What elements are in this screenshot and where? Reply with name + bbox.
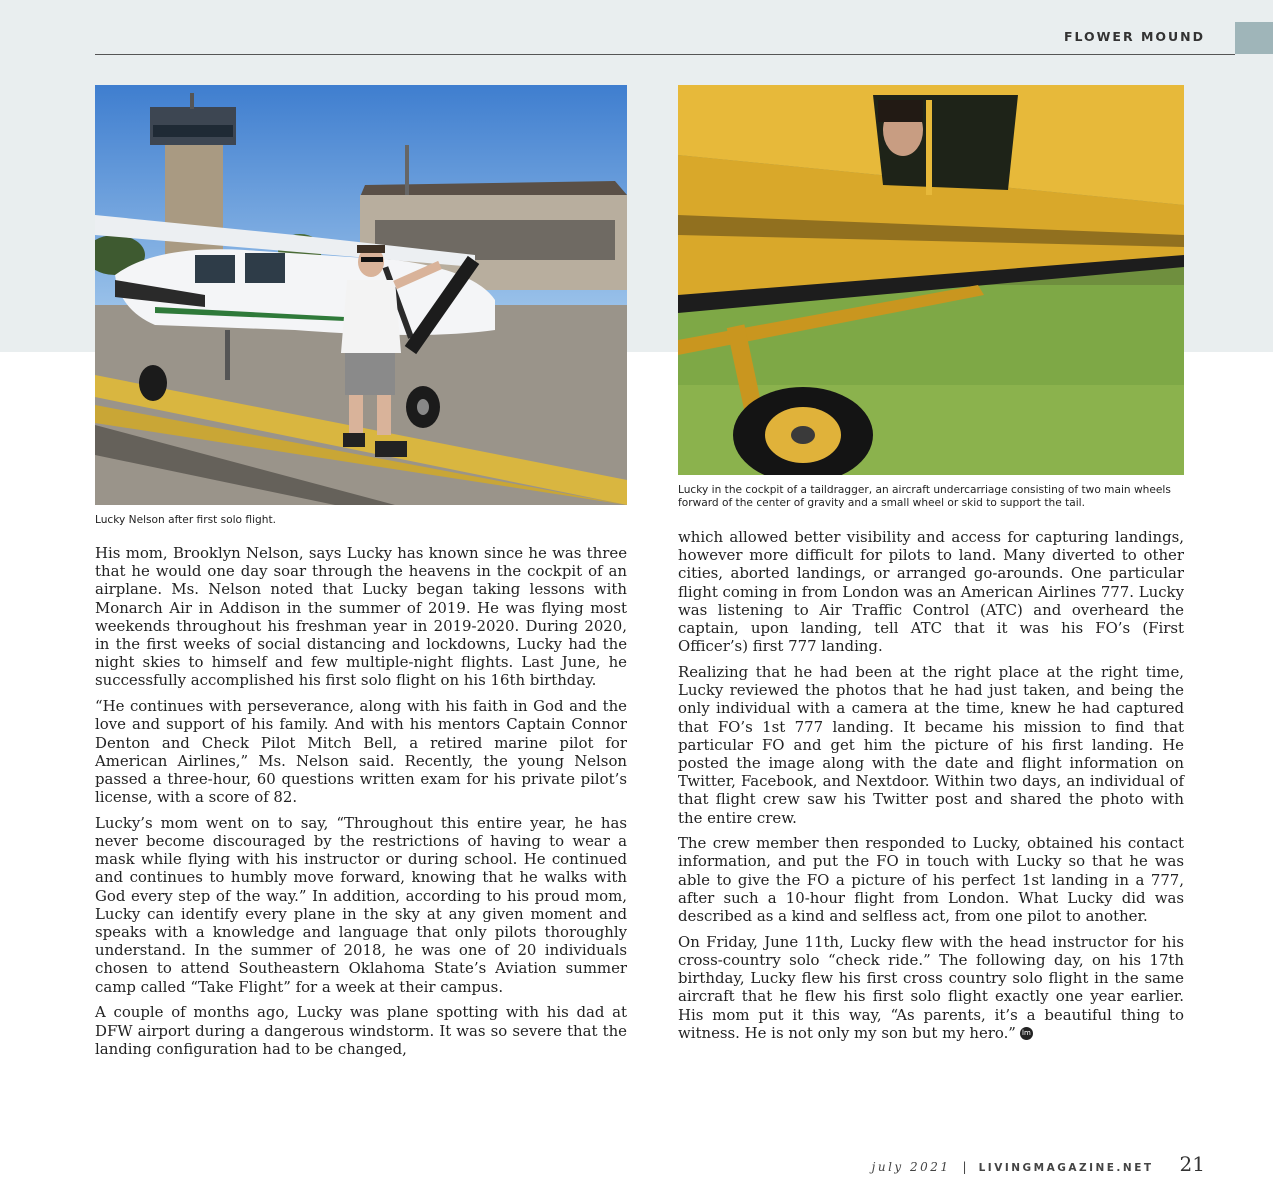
article-paragraph xyxy=(678,933,1184,1042)
photo-caption: Lucky Nelson after first solo flight. xyxy=(95,514,276,526)
article-paragraph: Realizing that he had been at the right place at the right time, Lucky reviewed the photos that he had just taken, and being the only individual with a camera at the time, knew he had captured that FO’s 1st 777 landing. It became his mission to find that particular FO and get him the picture of his first landing. He posted the image along with the date and flight information on Twitter, Facebook, and Nextdoor. Within two days, an individual of that flight crew saw his Twitter post and shared the photo with the entire crew. xyxy=(678,662,1184,827)
photo-taildragger xyxy=(678,85,1184,475)
article-paragraph: His mom, Brooklyn Nelson, says Lucky has known since he was three that he would one day soar through the heavens in the cockpit of an airplane. Ms. Nelson noted that Lucky began taking lessons with Monarch Air in Addison in the summer of 2019. He was flying most weekends throughout his freshman year in 2019-2020. During 2020, in the first weeks of social distancing and lockdowns, Lucky had the night skies to himself and few multiple-night flights. Last June, he successfully accomplished his first solo flight on his 16th birthday. xyxy=(95,544,627,690)
article-column-right xyxy=(678,528,1184,1049)
section-title: FLOWER MOUND xyxy=(1063,29,1205,44)
photo-solo-flight xyxy=(95,85,627,505)
page-number: 21 xyxy=(1179,1152,1205,1176)
website-link: LIVINGMAGAZINE.NET xyxy=(978,1162,1154,1174)
article-paragraph: which allowed better visibility and access for capturing landings, however more difficult for pilots to land. Many diverted to other cities, aborted landings, or arranged go-arounds. One particular flight coming in from London was an American Airlines 777. Lucky was listening to Air Traffic Control (ATC) and overheard the captain, upon landing, tell ATC that it was his FO’s (First Officer’s) first 777 landing. xyxy=(678,528,1184,656)
end-mark-logo: lm xyxy=(1020,1027,1033,1040)
article-paragraph: Lucky’s mom went on to say, “Throughout this entire year, he has never become discouraged by the restrictions of having to wear a mask while flying with his instructor or during school. He continued and continues to humbly move forward, knowing that he walks with God every step of the way.” In addition, according to his proud mom, Lucky can identify every plane in the sky at any given moment and speaks with a knowledge and language that only pilots thoroughly understand. In the summer of 2018, he was one of 20 individuals chosen to attend Southeastern Oklahoma State’s Aviation summer camp called “Take Flight” for a week at their campus. xyxy=(95,813,627,996)
article-paragraph: “He continues with perseverance, along with his faith in God and the love and support of his family. And with his mentors Captain Connor Denton and Check Pilot Mitch Bell, a retired marine pilot for American Airlines,” Ms. Nelson said. Recently, the young Nelson passed a three-hour, 60 questions written exam for his private pilot’s license, with a score of 82. xyxy=(95,697,627,807)
footer-separator: | xyxy=(962,1160,967,1174)
header-rule xyxy=(95,54,1235,55)
photo-caption: Lucky in the cockpit of a taildragger, an aircraft undercarriage consisting of two main wheels forward of the center of gravity and a small wheel or skid to support the tail. xyxy=(678,484,1171,509)
article-paragraph: The crew member then responded to Lucky, obtained his contact information, and put the FO in touch with Lucky so that he was able to give the FO a picture of his perfect 1st landing in a 777, after such a 10-hour flight from London. What Lucky did was described as a kind and selfless act, from one pilot to another. xyxy=(678,834,1184,926)
page-footer xyxy=(872,1152,1205,1176)
issue-date: july 2021 xyxy=(871,1160,951,1174)
article-paragraph: A couple of months ago, Lucky was plane spotting with his dad at DFW airport during a dangerous windstorm. It was so severe that the landing configuration had to be changed, xyxy=(95,1003,627,1058)
article-paragraph-text: On Friday, June 11th, Lucky flew with the head instructor for his cross-country solo “check ride.” The following day, on his 17th birthday, Lucky flew his first cross country solo flight in the same aircraft that he flew his first solo flight exactly one year earlier. His mom put it this way, “As parents, it’s a beautiful thing to witness. He is not only my son but my hero.” xyxy=(678,932,1184,1042)
article-column-left xyxy=(95,544,627,1065)
section-tab xyxy=(1235,22,1273,54)
